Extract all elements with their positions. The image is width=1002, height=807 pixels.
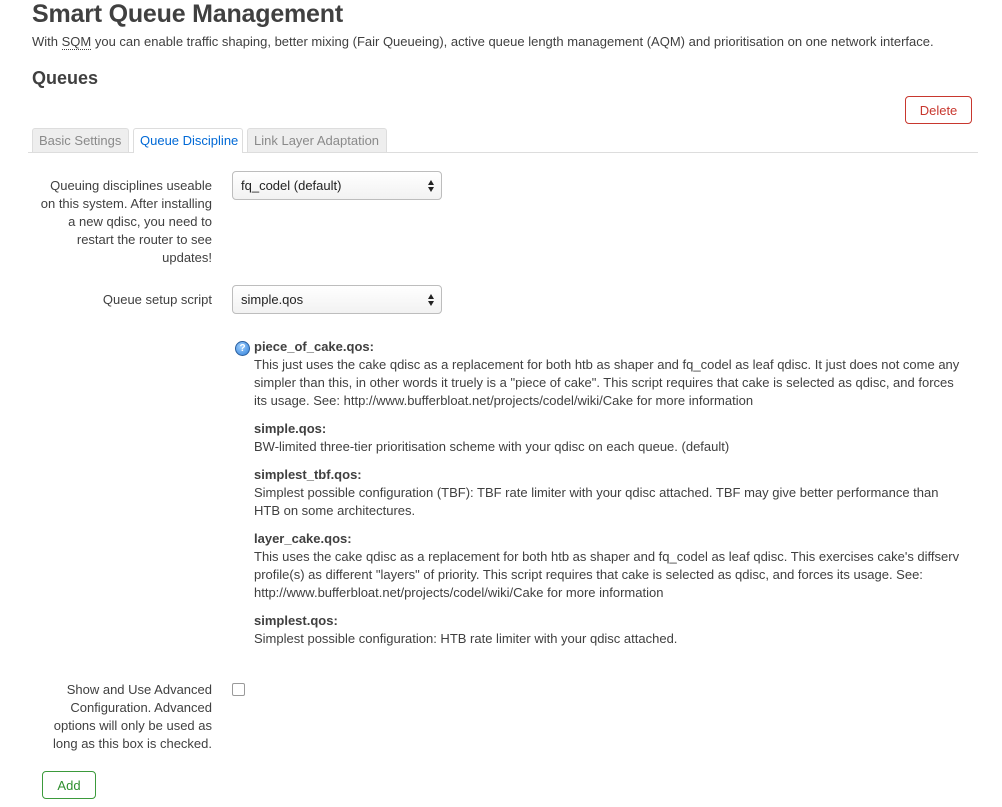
delete-button[interactable]: Delete: [905, 96, 972, 124]
advanced-config-checkbox[interactable]: [232, 683, 245, 696]
tab-link-layer-adaptation[interactable]: Link Layer Adaptation: [247, 128, 387, 152]
qdisc-select[interactable]: [232, 171, 442, 200]
script-desc-line: This uses the cake qdisc as a replacement for both htb as shaper and fq_codel as leaf qdisc. This exercises cake's diffserv: [254, 549, 960, 564]
qdisc-label-line: a new qdisc, you need to: [68, 214, 212, 229]
qdisc-label-line: restart the router to see: [76, 232, 212, 247]
script-desc-line: http://www.bufferbloat.net/projects/codel/wiki/Cake for more information: [254, 585, 664, 600]
qdisc-label-line: on this system. After installing: [40, 196, 212, 211]
qdisc-label-line: Queuing disciplines useable: [50, 178, 212, 193]
script-description: [254, 612, 974, 648]
tab-bar: [28, 127, 978, 153]
script-description: [254, 466, 974, 520]
script-description: [254, 530, 974, 602]
script-name: layer_cake.qos:: [254, 531, 352, 546]
script-desc-line: its usage. See: http://www.bufferbloat.net/projects/codel/wiki/Cake for more information: [254, 393, 754, 408]
section-title: Queues: [32, 68, 99, 88]
advanced-label-line: long as this box is checked.: [53, 736, 212, 751]
sqm-abbreviation: SQM: [61, 34, 92, 49]
advanced-label-line: options will only be used as: [53, 718, 212, 733]
script-select[interactable]: [232, 285, 442, 314]
script-desc-line: This just uses the cake qdisc as a replacement for both htb as shaper and fq_codel as leaf qdisc. It just does not come any: [254, 357, 960, 372]
script-desc-line: Simplest possible configuration: HTB rate limiter with your qdisc attached.: [254, 631, 678, 646]
script-name: piece_of_cake.qos:: [254, 339, 374, 354]
script-desc-line: BW-limited three-tier prioritisation scheme with your qdisc on each queue. (default): [254, 439, 730, 454]
script-desc-line: HTB on some architectures.: [254, 503, 416, 518]
advanced-label-line: Configuration. Advanced: [70, 700, 212, 715]
script-desc-line: simpler than this, in other words it truely is a "piece of cake". This script requires that cake is selected as qdisc, and forces: [254, 375, 954, 390]
script-select-value: simple.qos: [241, 292, 304, 307]
script-name: simplest_tbf.qos:: [254, 467, 362, 482]
intro-text-end: you can enable traffic shaping, better mixing (Fair Queueing), active queue length management (AQM) and prioritisation on one network interface.: [91, 34, 934, 49]
add-button[interactable]: Add: [42, 771, 96, 799]
help-icon: ?: [235, 341, 250, 356]
intro-text-start: With: [32, 34, 62, 49]
tab-queue-discipline[interactable]: Queue Discipline: [133, 128, 243, 153]
page-description: [32, 34, 934, 49]
advanced-field-label: [20, 681, 212, 753]
updown-arrows-icon: [428, 293, 435, 307]
script-description: [254, 338, 974, 410]
page-title: Smart Queue Management: [32, 0, 343, 28]
qdisc-label-line: updates!: [162, 250, 212, 265]
script-name: simple.qos:: [254, 421, 327, 436]
advanced-label-line: Show and Use Advanced: [66, 682, 212, 697]
tab-basic-settings[interactable]: Basic Settings: [32, 128, 129, 152]
qdisc-field-label: [20, 177, 212, 267]
script-description: [254, 420, 974, 456]
script-desc-line: profile(s) as different "layers" of priority. This script requires that cake is selected as qdisc, and forces its usage. See:: [254, 567, 923, 582]
script-desc-line: Simplest possible configuration (TBF): TBF rate limiter with your qdisc attached. TBF may give better performance than: [254, 485, 939, 500]
updown-arrows-icon: [428, 179, 435, 193]
qdisc-select-value: fq_codel (default): [241, 178, 342, 193]
script-field-label: Queue setup script: [102, 292, 212, 307]
script-name: simplest.qos:: [254, 613, 338, 628]
